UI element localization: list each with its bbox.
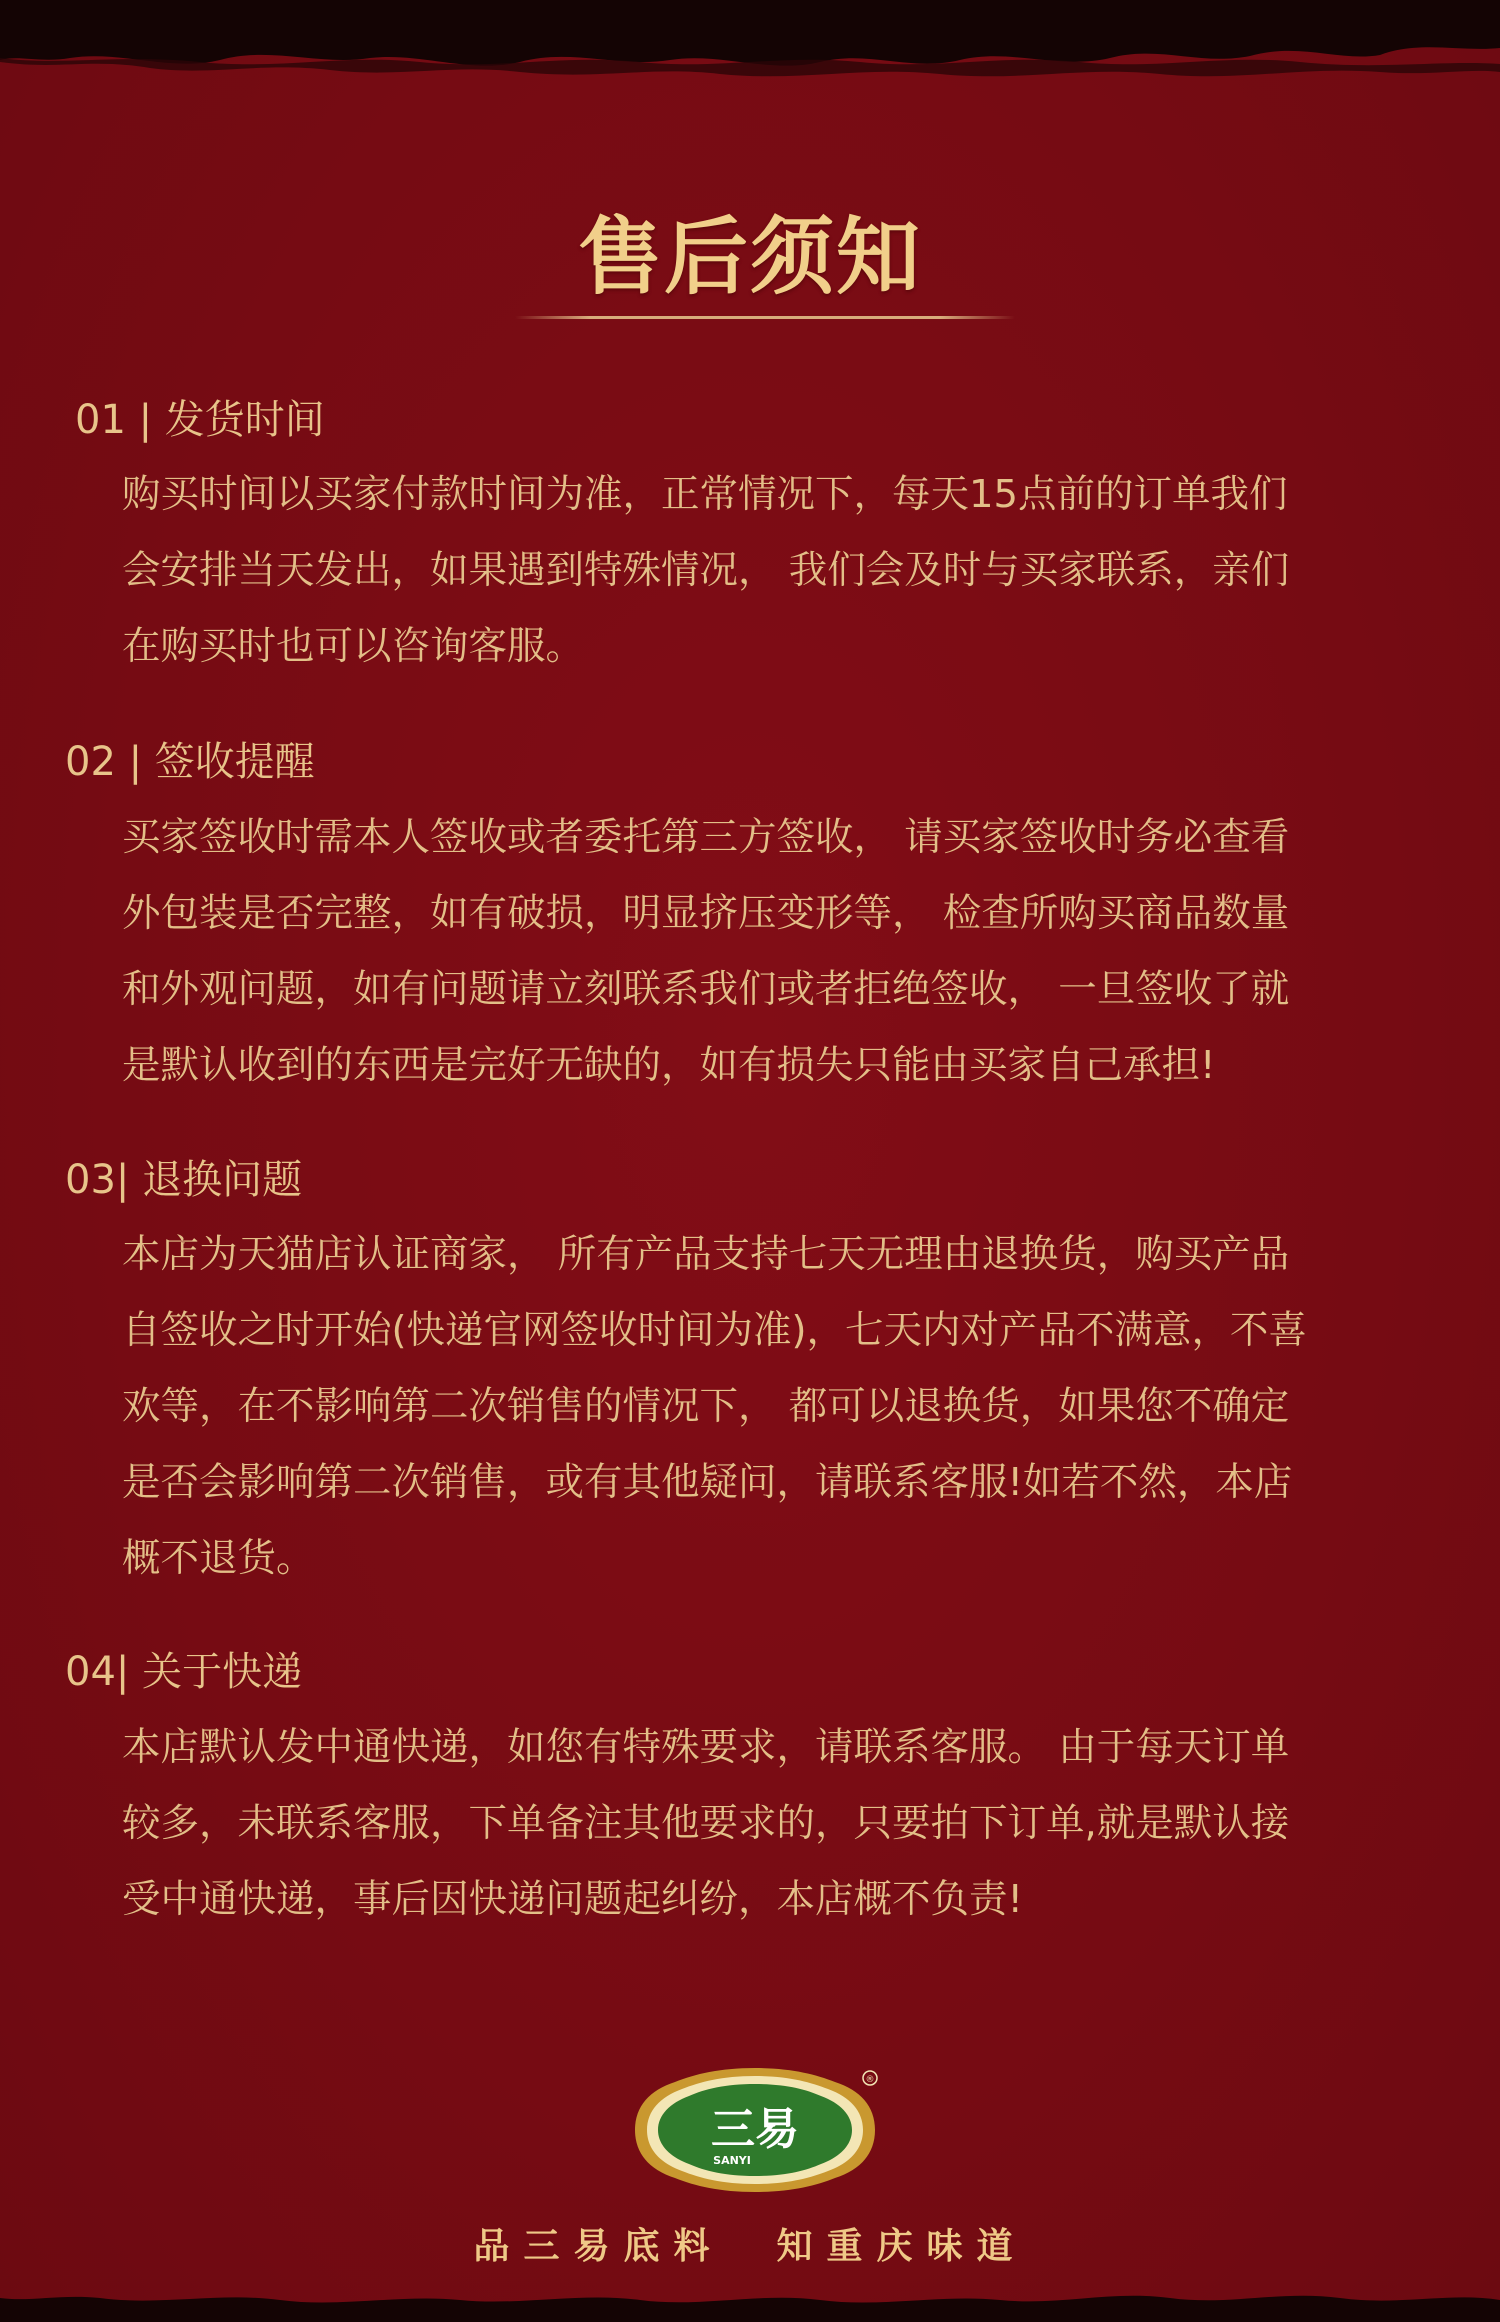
body-line: 是默认收到的东西是完好无缺的，如有损失只能由买家自己承担! (122, 1043, 1216, 1088)
page-title: 售后须知 (577, 207, 922, 306)
sanyi-logo (620, 2060, 890, 2200)
body-line: 会安排当天发出，如果遇到特殊情况， 我们会及时与买家联系，亲们 (122, 548, 1290, 593)
section-body (122, 1217, 1392, 1597)
body-line: 本店默认发中通快递，如您有特殊要求，请联系客服。 由于每天订单 (122, 1725, 1290, 1770)
body-line: 受中通快递，事后因快递问题起纠纷，本店概不负责! (122, 1877, 1023, 1922)
body-line: 是否会影响第二次销售，或有其他疑问，请联系客服!如若不然，本店 (122, 1460, 1293, 1505)
body-line: 购买时间以买家付款时间为准，正常情况下，每天15点前的订单我们 (122, 472, 1288, 517)
body-line: 本店为天猫店认证商家， 所有产品支持七天无理由退换货，购买产品 (122, 1232, 1290, 1277)
registered-mark: ® (865, 2075, 875, 2085)
section-body (122, 457, 1392, 685)
body-line: 在购买时也可以咨询客服。 (122, 624, 585, 669)
section-heading: 02 | 签收提醒 (65, 739, 315, 785)
bottom-brush-border (0, 2282, 1500, 2322)
top-brush-border (0, 0, 1500, 90)
section-heading: 04| 关于快递 (65, 1649, 303, 1695)
body-line: 概不退货。 (122, 1536, 315, 1581)
section-heading: 01 | 发货时间 (75, 397, 325, 443)
logo-sub-text: SANYI (713, 2154, 751, 2167)
body-line: 欢等，在不影响第二次销售的情况下， 都可以退换货，如果您不确定 (122, 1384, 1290, 1429)
slogan: 品三易底料 知重庆味道 (473, 2225, 1027, 2267)
section-body (122, 800, 1392, 1104)
body-line: 买家签收时需本人签收或者委托第三方签收， 请买家签收时务必查看 (122, 815, 1290, 860)
body-line: 自签收之时开始(快递官网签收时间为准)，七天内对产品不满意，不喜 (122, 1308, 1308, 1353)
section-body (122, 1710, 1392, 1938)
body-line: 和外观问题，如有问题请立刻联系我们或者拒绝签收， 一旦签收了就 (122, 967, 1290, 1012)
logo-text: 三易 (711, 2104, 799, 2155)
section-heading: 03| 退换问题 (65, 1157, 303, 1203)
title-underline (515, 315, 1015, 320)
body-line: 外包装是否完整，如有破损，明显挤压变形等， 检查所购买商品数量 (122, 891, 1290, 936)
body-line: 较多，未联系客服，下单备注其他要求的，只要拍下订单,就是默认接 (122, 1801, 1290, 1846)
